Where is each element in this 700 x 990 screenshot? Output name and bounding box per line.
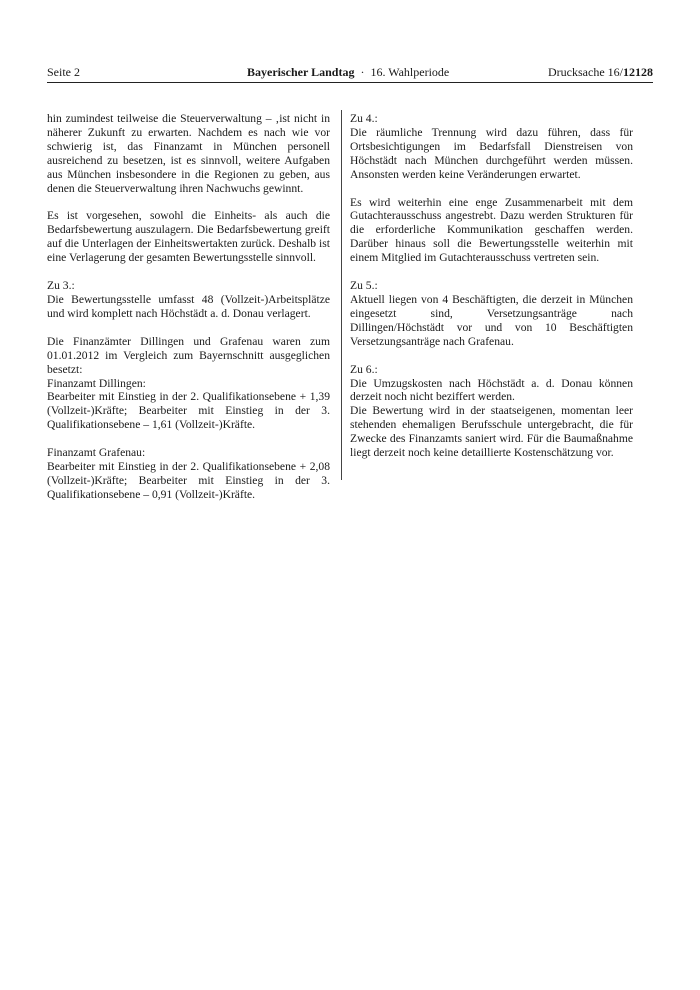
document-prefix: Drucksache 16/ bbox=[548, 65, 623, 79]
document-reference bbox=[548, 65, 653, 79]
answer-3 bbox=[47, 279, 330, 321]
right-column bbox=[350, 112, 633, 474]
answer-5 bbox=[350, 279, 633, 349]
answer-4-continued: Es wird weiterhin eine enge Zusammenarbeit mit dem Gutachterausschuss angestrebt. Dazu werden Strukturen für die erforderliche Kommunikation geschaffen werden. Darüber hinaus soll die Bewertungsstelle weiterhin mit einem Mitglied im Gutachterausschuss vertreten sein. bbox=[350, 195, 633, 265]
left-column bbox=[47, 112, 330, 516]
document-number: 12128 bbox=[623, 65, 653, 79]
page-number: Seite 2 bbox=[47, 65, 80, 79]
answer-5-text: Aktuell liegen von 4 Beschäftigten, die derzeit in München eingesetzt sind, Versetzungsanträge nach Dillingen/Höchstädt vor und von 10 Beschäftigten Versetzungsanträge nach Grafenau. bbox=[350, 292, 633, 348]
answer-4-text: Die räumliche Trennung wird dazu führen, dass für Ortsbesichtigungen im Bedarfsfall Dienstreisen von Höchstädt nach München durchgeführt werden müssen. Ansonsten werden keine Veränderungen erwartet. bbox=[350, 125, 633, 181]
paragraph-grafenau bbox=[47, 446, 330, 502]
legislative-period: 16. Wahlperiode bbox=[370, 65, 450, 79]
answer-3-heading: Zu 3.: bbox=[47, 279, 75, 293]
dillingen-heading: Finanzamt Dillingen: bbox=[47, 376, 146, 390]
paragraph-bedarfsbewertung: Es ist vorgesehen, sowohl die Einheits- als auch die Bedarfsbewertung auszulagern. Die Bedarfsbewertung greift auf die Unterlagen der Einheitswertakten zurück. Deshalb ist eine Verlagerung der gesamten Bewertungsstelle sinnvoll. bbox=[47, 209, 330, 265]
dillingen-text: Bearbeiter mit Einstieg in der 2. Qualifikationsebene + 1,39 (Vollzeit-)Kräfte; Bearbeiter mit Einstieg in der 3. Qualifikationsebene – 1,61 (Vollzeit-)Kräfte. bbox=[47, 390, 330, 432]
grafenau-text: Bearbeiter mit Einstieg in der 2. Qualifikationsebene + 2,08 (Vollzeit-)Kräfte; Bearbeiter mit Einstieg in der 3. Qualifikationsebene – 0,91 (Vollzeit-)Kräfte. bbox=[47, 460, 330, 501]
column-divider bbox=[341, 110, 342, 480]
answer-6-heading: Zu 6.: bbox=[350, 362, 378, 376]
page-header bbox=[47, 65, 653, 79]
answer-3-text: Die Bewertungsstelle umfasst 48 (Vollzeit-)Arbeitsplätze und wird komplett nach Höchstädt a. d. Donau verlagert. bbox=[47, 292, 330, 320]
answer-4-heading: Zu 4.: bbox=[350, 112, 378, 125]
header-separator: · bbox=[360, 65, 365, 79]
answer-6-text: Die Umzugskosten nach Höchstädt a. d. Donau können derzeit noch nicht beziffert werden. bbox=[350, 376, 633, 404]
grafenau-heading: Finanzamt Grafenau: bbox=[47, 446, 146, 460]
staffing-intro: Die Finanzämter Dillingen und Grafenau waren zum 01.01.2012 im Vergleich zum Bayernschnitt ausgeglichen besetzt: bbox=[47, 334, 330, 376]
paragraph-staffing bbox=[47, 335, 330, 432]
header-rule bbox=[47, 82, 653, 83]
parliament-name: Bayerischer Landtag bbox=[247, 65, 355, 79]
answer-5-heading: Zu 5.: bbox=[350, 279, 378, 293]
answer-6-text-continued: Die Bewertung wird in der staatseigenen, momentan leer stehenden ehemaligen Berufsschule untergebracht, die für Zwecke des Finanzamts saniert wird. Für die Baumaßnahme liegt derzeit noch keine detaillierte Kostenschätzung vor. bbox=[350, 404, 633, 460]
paragraph-intro: hin zumindest teilweise die Steuerverwaltung – ‚ist nicht in näherer Zukunft zu erwarten. Nachdem es nach wie vor schwierig ist, das Finanzamt in München personell ausreichend zu besetzen, ist es sinnvoll, weitere Aufgaben aus München insbesondere in die Regionen zu geben, aus denen die Steuerverwaltung ihren Nachwuchs gewinnt. bbox=[47, 112, 330, 195]
header-title bbox=[247, 65, 449, 79]
answer-4 bbox=[350, 112, 633, 182]
answer-6 bbox=[350, 363, 633, 460]
